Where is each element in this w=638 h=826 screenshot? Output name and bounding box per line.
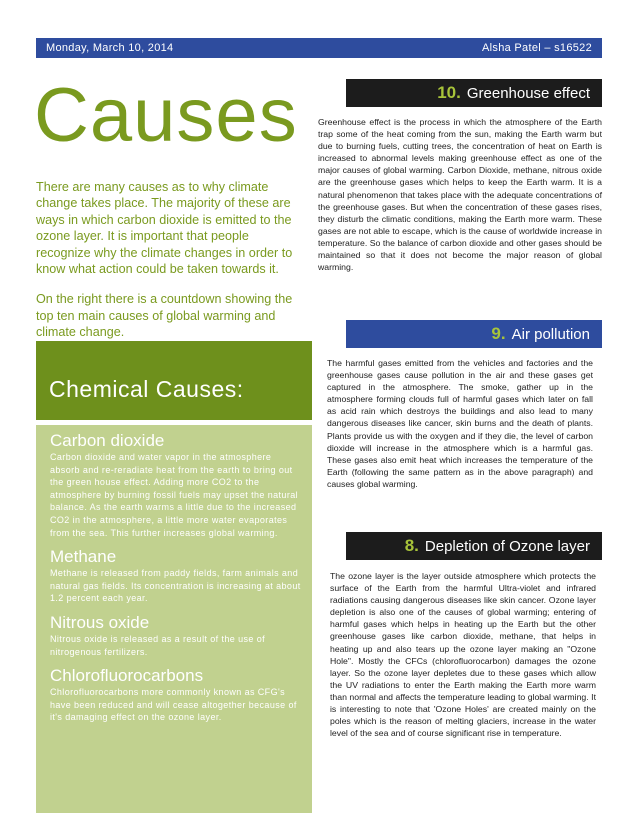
cause-title: Carbon dioxide (50, 431, 165, 450)
intro-paragraph-2: On the right there is a countdown showing the top ten main causes of global warming and climate change. (36, 292, 293, 340)
cause-carbon-dioxide (50, 431, 302, 539)
section-title: Air pollution (511, 325, 590, 343)
cause-text: Nitrous oxide is released as a result of the use of nitrogenous fertilizers. (50, 633, 266, 657)
section-title: Greenhouse effect (466, 84, 590, 102)
page-title: Causes (34, 73, 298, 158)
header-author: Alsha Patel – s16522 (482, 42, 592, 54)
section-title: Depletion of Ozone layer (424, 537, 590, 555)
section-body-greenhouse-effect: Greenhouse effect is the process in which the atmosphere of the Earth trap some of the heat coming from the sun, making the Earth warm but due to burning fuels, cutting trees, the concentration of heat on Earth is increased to abnormal levels making greenhouse effect as one of the major causes of global warming. Carbon Dioxide, methane, nitrous oxide are the greenhouse gases which helps to keep the Earth warm. It is a natural phenomenon that takes place with the adequate concentrations of the greenhouse gases. But when the concentration of these gases rises, they disturb the climatic conditions, making the Earth more warm. These gases are not able to escape, which is the cause of worldwide increase in temperature. So the balance of carbon dioxide and other gases should be maintained so that it does not become the major reason of global warming. (318, 117, 602, 273)
cause-title: Methane (50, 547, 117, 567)
cause-nitrous-oxide (50, 613, 302, 658)
section-header-greenhouse-effect (346, 79, 602, 107)
section-body-air-pollution: The harmful gases emitted from the vehicles and factories and the greenhouse gases cause pollution in the air and these gases get captured in the atmosphere. The smoke, gather up in the atmosphere forming clouds full of harmful gases which later on fall as acid rain which destroys the buildings and also lead to many dangerous diseases like cancer, skin burns and the death of plants. Plants provide us with the oxygen and if they die, the level of carbon dioxide will increase in the atmosphere which is a harmful gas. These gases also emit heat which increases the temperature of the Earth (following the same pattern as in the above paragraph) and causes global warming. (327, 358, 593, 489)
section-header-air-pollution (346, 320, 602, 348)
intro-text (36, 179, 304, 355)
cause-title: Nitrous oxide (50, 612, 150, 632)
cause-title: Chlorofluorocarbons (50, 666, 204, 686)
section-number: 10. (437, 83, 461, 102)
section-header-ozone-depletion (346, 532, 602, 560)
header-date: Monday, March 10, 2014 (46, 42, 174, 54)
cause-text: Methane is released from paddy fields, farm animals and natural gas fields. Its concentration is increasing at about 1.2 percent each year. (50, 568, 301, 604)
cause-text: Carbon dioxide and water vapor in the atmosphere absorb and re-reradiate heat from the earth to bring out the green house effect. Adding more CO2 to the atmosphere by burning fossil fuels may upset the natural balance. As the earth warms a little due to the increased CO2 in the atmosphere, a little more water evaporates from the sea. This further increases global warming. (50, 452, 299, 538)
chemical-causes-box (36, 425, 312, 813)
header-bar (36, 38, 602, 58)
cause-chlorofluorocarbons (50, 666, 302, 724)
intro-paragraph-1: There are many causes as to why climate change takes place. The majority of these are ways in which carbon dioxide is emitted to the ozone layer. It is important that people recognize why the climate changes in order to know what action could be taken towards it. (36, 180, 293, 277)
section-number: 9. (491, 324, 506, 343)
section-number: 8. (404, 536, 419, 555)
chemical-causes-heading: Chemical Causes: (36, 341, 312, 420)
cause-methane (50, 547, 302, 605)
section-body-ozone-depletion: The ozone layer is the layer outside atmosphere which protects the surface of the Earth from the harmful Ultra-violet and infrared radiations causing dangerous diseases like skin cancer. Ozone layer depletion is also one of the causes of global warming; entering of harmful gases which helps in heating up the Earth but the other greenhouse gases like carbon dioxide, methane, that helps in heating up and also tears up the ozone layer making an "Ozone Hole". Mostly the CFCs (chlorofluorocarbon) damages the ozone layer. So the ozone layer depletes due to these gases which allow the UV radiations to enter the Earth making the Earth more warm than normal and affects the temperature leading to global warming. It is interesting to note that 'Ozone Holes' are created mainly on the poles which is the reason of melting glaciers, increase in the water level of the sea and of course significant rise in temperature. (330, 571, 596, 739)
cause-text: Chlorofluorocarbons more commonly known as CFG's have been reduced and will cease altogether because of it's damaging effect on the ozone layer. (50, 687, 297, 723)
